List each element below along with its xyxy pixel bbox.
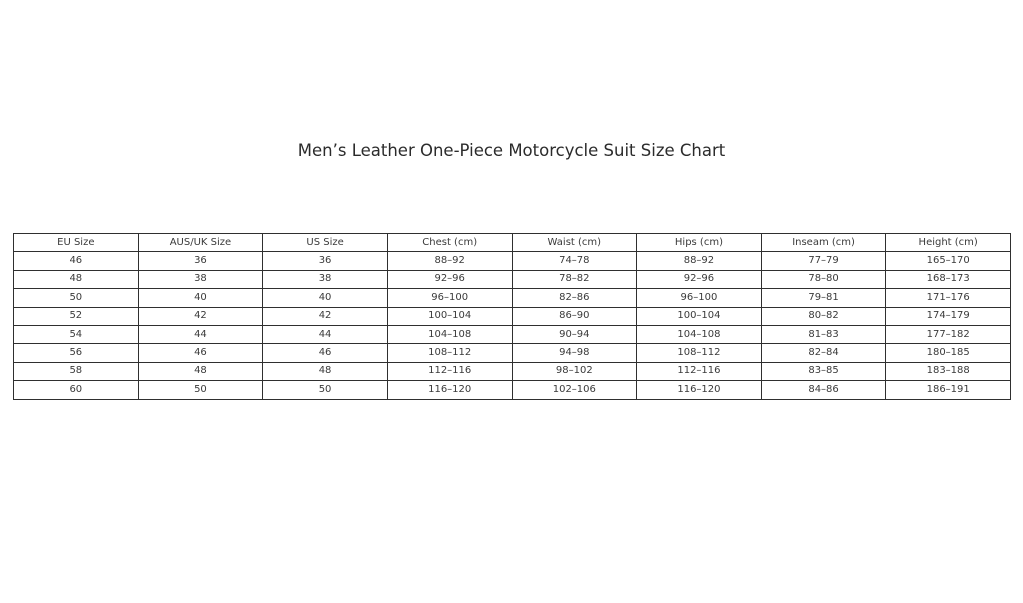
table-cell: 186–191	[886, 381, 1011, 399]
table-cell: 165–170	[886, 252, 1011, 270]
table-cell: 40	[263, 289, 388, 307]
table-cell: 46	[14, 252, 139, 270]
table-cell: 79–81	[761, 289, 886, 307]
table-row	[14, 307, 1011, 325]
table-cell: 98–102	[512, 362, 637, 380]
table-row	[14, 362, 1011, 380]
table-cell: 90–94	[512, 325, 637, 343]
table-row	[14, 289, 1011, 307]
table-cell: 52	[14, 307, 139, 325]
table-cell: 38	[263, 270, 388, 288]
table-row	[14, 381, 1011, 399]
table-cell: 48	[138, 362, 263, 380]
table-cell: 48	[263, 362, 388, 380]
table-cell: 102–106	[512, 381, 637, 399]
table-cell: 38	[138, 270, 263, 288]
table-cell: 96–100	[637, 289, 762, 307]
column-header: EU Size	[14, 234, 139, 252]
table-cell: 78–80	[761, 270, 886, 288]
column-header: US Size	[263, 234, 388, 252]
table-cell: 50	[14, 289, 139, 307]
table-header-row	[14, 234, 1011, 252]
table-cell: 80–82	[761, 307, 886, 325]
table-cell: 81–83	[761, 325, 886, 343]
table-cell: 183–188	[886, 362, 1011, 380]
table-cell: 84–86	[761, 381, 886, 399]
table-cell: 177–182	[886, 325, 1011, 343]
table-cell: 77–79	[761, 252, 886, 270]
table-cell: 104–108	[387, 325, 512, 343]
table-cell: 112–116	[387, 362, 512, 380]
column-header: Inseam (cm)	[761, 234, 886, 252]
table-cell: 88–92	[387, 252, 512, 270]
column-header: Height (cm)	[886, 234, 1011, 252]
table-cell: 42	[138, 307, 263, 325]
table-cell: 174–179	[886, 307, 1011, 325]
column-header: AUS/UK Size	[138, 234, 263, 252]
column-header: Chest (cm)	[387, 234, 512, 252]
table-cell: 94–98	[512, 344, 637, 362]
table-cell: 44	[263, 325, 388, 343]
table-cell: 180–185	[886, 344, 1011, 362]
table-cell: 171–176	[886, 289, 1011, 307]
table-cell: 46	[138, 344, 263, 362]
table-cell: 108–112	[387, 344, 512, 362]
table-cell: 48	[14, 270, 139, 288]
column-header: Waist (cm)	[512, 234, 637, 252]
table-cell: 168–173	[886, 270, 1011, 288]
table-cell: 36	[138, 252, 263, 270]
table-body	[14, 252, 1011, 399]
table-cell: 100–104	[637, 307, 762, 325]
table-cell: 44	[138, 325, 263, 343]
table-cell: 92–96	[637, 270, 762, 288]
column-header: Hips (cm)	[637, 234, 762, 252]
table-cell: 83–85	[761, 362, 886, 380]
table-cell: 96–100	[387, 289, 512, 307]
table-cell: 82–84	[761, 344, 886, 362]
table-cell: 54	[14, 325, 139, 343]
table-cell: 82–86	[512, 289, 637, 307]
table-cell: 36	[263, 252, 388, 270]
table-cell: 86–90	[512, 307, 637, 325]
table-cell: 58	[14, 362, 139, 380]
table-cell: 50	[138, 381, 263, 399]
table-cell: 74–78	[512, 252, 637, 270]
table-cell: 78–82	[512, 270, 637, 288]
table-cell: 112–116	[637, 362, 762, 380]
size-chart-table	[13, 233, 1011, 400]
table-cell: 50	[263, 381, 388, 399]
table-cell: 100–104	[387, 307, 512, 325]
table-cell: 108–112	[637, 344, 762, 362]
table-cell: 104–108	[637, 325, 762, 343]
chart-title: Men’s Leather One-Piece Motorcycle Suit Size Chart	[297, 141, 726, 160]
table-row	[14, 325, 1011, 343]
table-row	[14, 344, 1011, 362]
table-cell: 88–92	[637, 252, 762, 270]
table-cell: 60	[14, 381, 139, 399]
table-cell: 46	[263, 344, 388, 362]
table-cell: 56	[14, 344, 139, 362]
table-row	[14, 270, 1011, 288]
table-cell: 40	[138, 289, 263, 307]
table-cell: 116–120	[387, 381, 512, 399]
table-cell: 116–120	[637, 381, 762, 399]
table-cell: 92–96	[387, 270, 512, 288]
table-cell: 42	[263, 307, 388, 325]
table-row	[14, 252, 1011, 270]
